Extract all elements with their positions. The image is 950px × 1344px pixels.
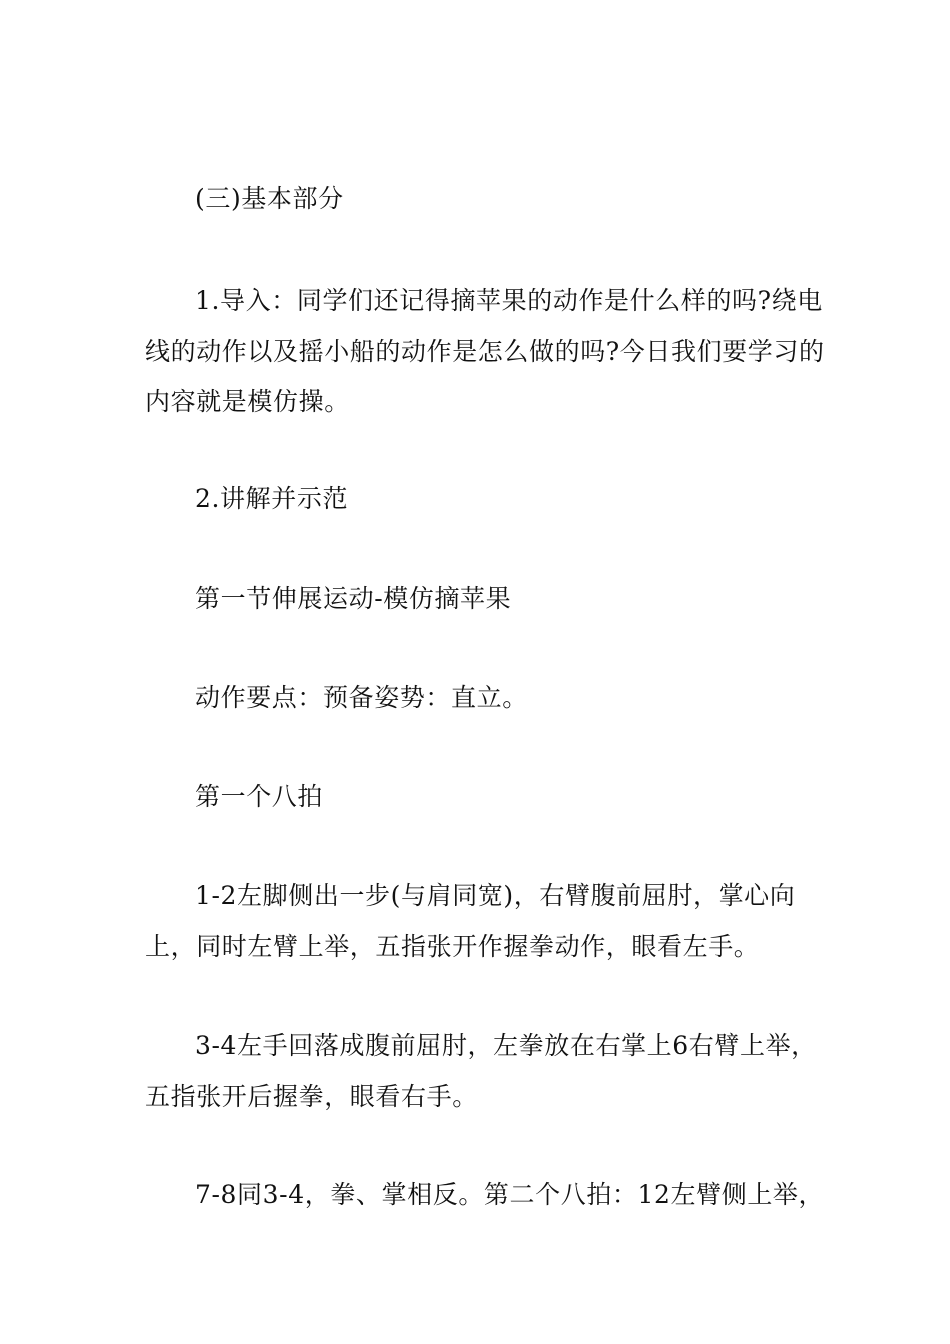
paragraph-explanation-heading: 2.讲解并示范 bbox=[195, 484, 349, 513]
paragraph-beats-3-4: 3-4左手回落成腹前屈肘，左拳放在右掌上6右臂上举，五指张开后握拳，眼看右手。 bbox=[145, 1031, 817, 1111]
paragraph-first-eight-beats: 第一个八拍 bbox=[195, 782, 324, 811]
paragraph-section-title: 第一节伸展运动-模仿摘苹果 bbox=[195, 584, 512, 613]
section-heading: (三)基本部分 bbox=[195, 184, 344, 213]
paragraph-introduction: 1.导入：同学们还记得摘苹果的动作是什么样的吗?绕电线的动作以及摇小船的动作是怎么做的吗?今日我们要学习的内容就是模仿操。 bbox=[145, 286, 825, 416]
paragraph-action-points: 动作要点：预备姿势：直立。 bbox=[195, 683, 528, 712]
paragraph-beats-1-2: 1-2左脚侧出一步(与肩同宽)，右臂腹前屈肘，掌心向上，同时左臂上举，五指张开作握拳动作，眼看左手。 bbox=[145, 881, 796, 961]
paragraph-beats-7-8: 7-8同3-4，拳、掌相反。第二个八拍：12左臂侧上举， bbox=[195, 1180, 825, 1209]
